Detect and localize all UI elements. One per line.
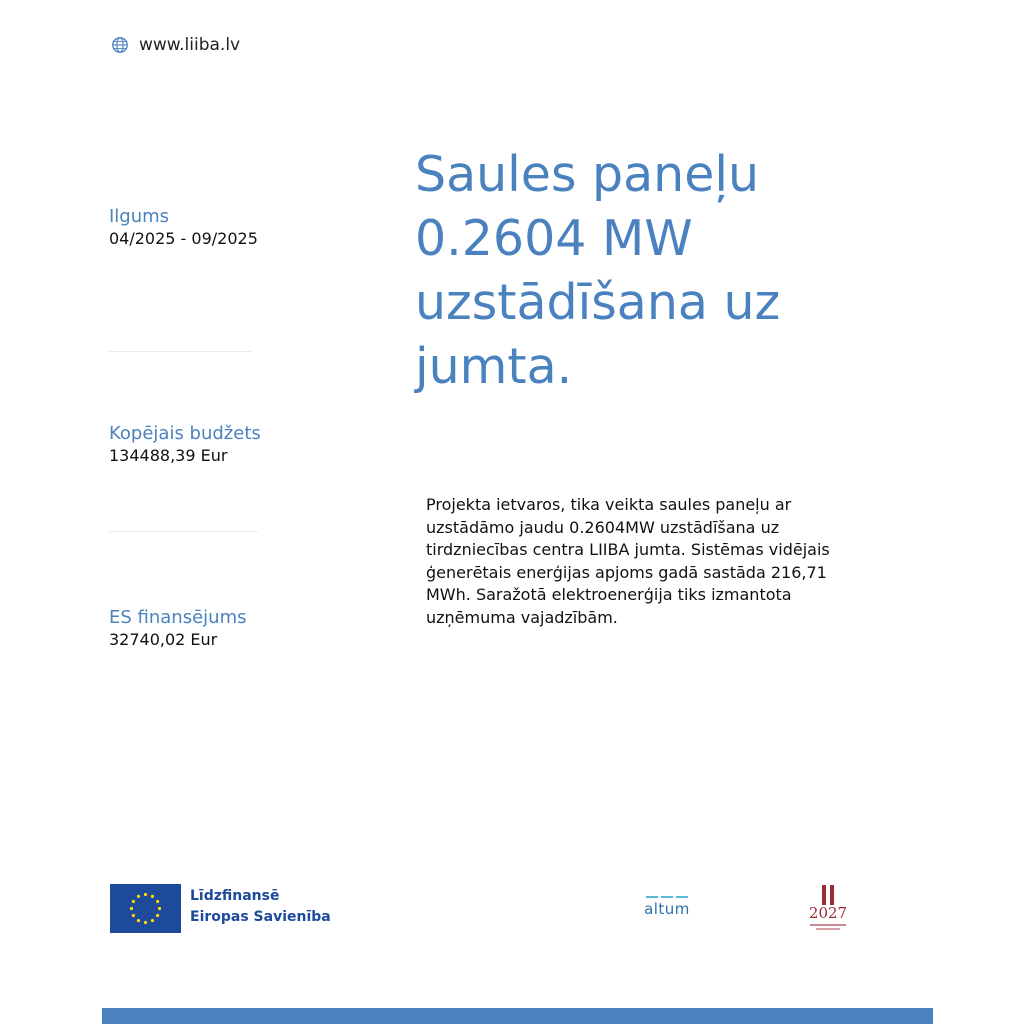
- globe-icon: [111, 36, 129, 54]
- project-description: Projekta ietvaros, tika veikta saules paneļu ar uzstādāmo jaudu 0.2604MW uzstādīšana uz tirdzniecības centra LIIBA jumta. Sistēmas vidējais ģenerētais enerģijas apjoms gadā sastāda 216,71 MWh. Saražotā elektroenerģija tiks izmantota uzņēmuma vajadzībām.: [426, 495, 830, 627]
- eu-flag-logo: [110, 884, 181, 933]
- divider: [109, 531, 258, 532]
- latvia-bars-icon: [806, 885, 850, 905]
- eu-star-icon: [137, 895, 140, 898]
- eu-line1: Līdzfinansē: [190, 888, 280, 904]
- website-link[interactable]: www.liiba.lv: [139, 35, 241, 55]
- eu-star-icon: [151, 895, 154, 898]
- meta-eu-funding: [109, 607, 246, 651]
- footer-bar: [102, 1008, 933, 1024]
- eu-star-icon: [158, 907, 161, 910]
- logo-subtitle-line: [816, 928, 840, 930]
- eu-funding-label: ES finansējums: [109, 607, 247, 628]
- duration-label: Ilgums: [109, 206, 170, 227]
- logo-subtitle-line: [810, 924, 846, 926]
- altum-bars-icon: [640, 896, 694, 898]
- altum-logo: [640, 896, 694, 917]
- altum-text: altum: [644, 900, 690, 918]
- eu-star-icon: [151, 919, 154, 922]
- website-header: [111, 35, 240, 55]
- divider: [109, 351, 252, 352]
- eu-funding-value: 32740,02 Eur: [109, 630, 218, 649]
- eu-stars-icon: [110, 884, 181, 933]
- eu-star-icon: [130, 907, 133, 910]
- eu-star-icon: [144, 893, 147, 896]
- eu-line2: Eiropas Savienība: [190, 909, 331, 925]
- project-title: Saules paneļu 0.2604 MW uzstādīšana uz jumta.: [415, 146, 781, 395]
- eu-star-icon: [132, 914, 135, 917]
- budget-value: 134488,39 Eur: [109, 446, 228, 465]
- eu-star-icon: [156, 914, 159, 917]
- eu-star-icon: [132, 900, 135, 903]
- meta-budget: [109, 423, 261, 467]
- eu-cofinanced-text: [190, 886, 331, 928]
- duration-value: 04/2025 - 09/2025: [109, 229, 258, 248]
- meta-duration: [109, 206, 258, 250]
- logo-2027: [806, 885, 850, 930]
- eu-star-icon: [137, 919, 140, 922]
- logo-2027-text: 2027: [808, 904, 848, 922]
- eu-star-icon: [144, 921, 147, 924]
- eu-star-icon: [156, 900, 159, 903]
- budget-label: Kopējais budžets: [109, 423, 261, 444]
